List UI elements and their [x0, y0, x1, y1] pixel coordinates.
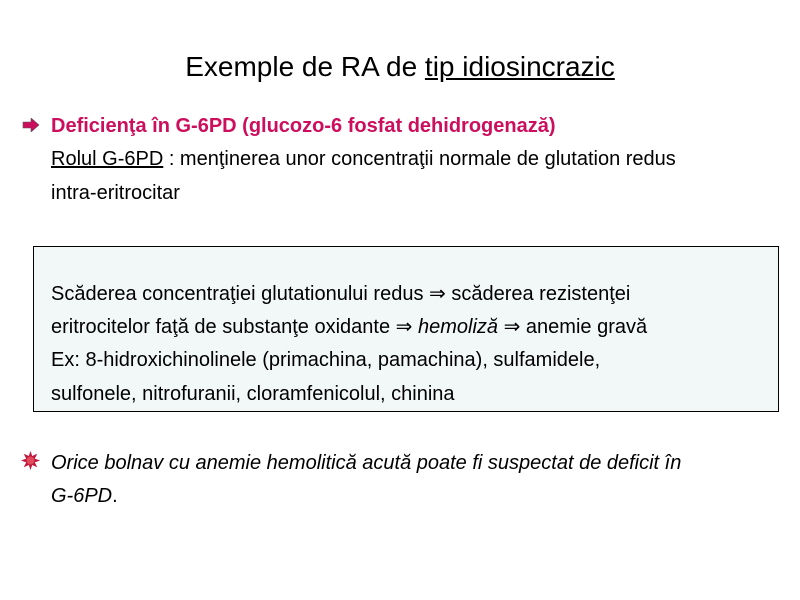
slide-title [0, 50, 800, 84]
box-line2 [51, 315, 647, 339]
bullet1-role-cont: intra-eritrocitar [51, 182, 180, 204]
box-line1 [51, 282, 630, 306]
implies-arrow: ⇒ [503, 316, 521, 338]
bullet2-period: . [112, 485, 118, 507]
box-line1-b: scăderea rezistenţei [445, 283, 631, 305]
bullet1-role [51, 147, 676, 171]
box-line3: Ex: 8-hidroxichinolinele (primachina, pamachina), sulfamidele, [51, 349, 601, 371]
box-line1-a: Scăderea concentraţiei glutationului redus [51, 283, 430, 305]
hemoliza-text: hemoliză [417, 316, 499, 338]
box-line4: sulfonele, nitrofuranii, cloramfenicolul, chinina [51, 383, 455, 405]
role-label: Rolul G-6PD [51, 148, 164, 170]
bullet2-line2 [51, 484, 118, 508]
title-underlined: tip idiosincrazic [424, 51, 615, 82]
bullet1-heading: Deficienţa în G-6PD (glucozo-6 fosfat dehidrogenază) [51, 115, 556, 137]
bullet2-line1: Orice bolnav cu anemie hemolitică acută poate fi suspectat de deficit în [51, 452, 682, 474]
implies-arrow: ⇒ [395, 316, 413, 338]
starburst-icon [21, 451, 40, 470]
box-line2-a: eritrocitelor faţă de substanţe oxidante [51, 316, 396, 338]
title-prefix: Exemple de RA de [185, 51, 425, 82]
role-text: : menţinerea unor concentraţii normale de glutation redus [163, 148, 676, 170]
box-line2-b: anemie gravă [520, 316, 648, 338]
implies-arrow: ⇒ [429, 283, 446, 305]
arrow-right-icon [22, 118, 40, 132]
bullet2-g6pd: G-6PD [51, 485, 113, 507]
